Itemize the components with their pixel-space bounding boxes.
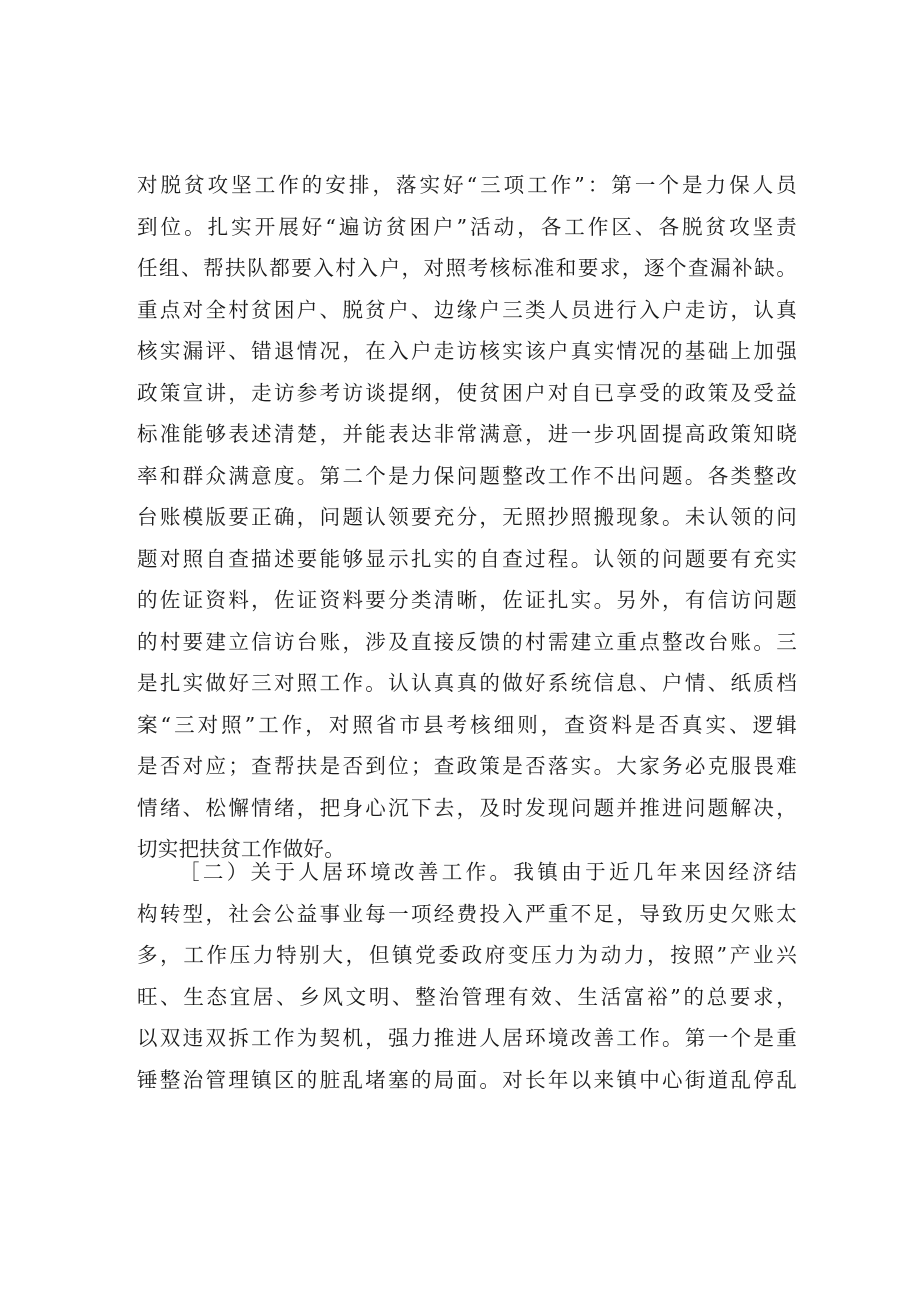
paragraph-line: 核实漏评、错退情况，在入户走访核实该户真实情况的基础上加强 (137, 339, 797, 363)
paragraph-line: 案“三对照”工作，对照省市县考核细则，查资料是否真实、逻辑 (137, 712, 797, 737)
paragraph-line: 以双违双拆工作为契机，强力推进人居环境改善工作。第一个是重 (137, 1026, 797, 1050)
paragraph-line: 重点对全村贫困户、脱贫户、边缘户三类人员进行入户走访，认真 (137, 297, 797, 322)
paragraph-line: 是否对应；查帮扶是否到位；查政策是否落实。大家务必克服畏难 (137, 754, 797, 778)
paragraph-line: 台账模版要正确，问题认领要充分，无照抄照搬现象。未认领的问 (137, 505, 797, 529)
paragraph-poverty-alleviation (137, 165, 797, 871)
paragraph-line: 到位。扎实开展好“遍访贫困户”活动，各工作区、各脱贫攻坚责 (137, 214, 797, 239)
paragraph-line: ［二）关于人居环境改善工作。我镇由于近几年来因经济结 (179, 860, 797, 884)
paragraph-line: 标准能够表述清楚，并能表达非常满意，进一步巩固提高政策知晓 (137, 422, 797, 446)
paragraph-line: 构转型，社会公益事业每一项经费投入严重不足，导致历史欠账太 (137, 901, 797, 926)
paragraph-line: 率和群众满意度。第二个是力保问题整改工作不出问题。各类整改 (137, 463, 797, 488)
paragraph-line: 的村要建立信访台账，涉及直接反馈的村需建立重点整改台账。三 (137, 629, 797, 654)
paragraph-line: 旺、生态宜居、乡风文明、整治管理有效、生活富裕”的总要求， (137, 984, 797, 1009)
paragraph-line: 的佐证资料，佐证资料要分类清晰，佐证扎实。另外，有信访问题 (137, 588, 797, 612)
paragraph-line: 任组、帮扶队都要入村入户，对照考核标准和要求，逐个查漏补缺。 (137, 256, 797, 280)
paragraph-line: 情绪、松懈情绪，把身心沉下去，及时发现问题并推进问题解决， (137, 795, 797, 820)
paragraph-line: 对脱贫攻坚工作的安排，落实好“三项工作”：第一个是力保人员 (137, 173, 797, 197)
paragraph-living-environment (137, 852, 797, 1101)
paragraph-line: 是扎实做好三对照工作。认认真真的做好系统信息、户情、纸质档 (137, 671, 797, 695)
paragraph-line: 切实把扶贫工作做好。 (137, 837, 345, 861)
paragraph-line: 政策宣讲，走访参考访谈提纲，使贫困户对自已享受的政策及受益 (137, 380, 797, 405)
paragraph-line: 多，工作压力特别大，但镇党委政府变压力为动力，按照”产业兴 (137, 943, 797, 967)
paragraph-line: 题对照自查描述要能够显示扎实的自查过程。认领的问题要有充实 (137, 546, 797, 571)
paragraph-line: 锤整治管理镇区的脏乱堵塞的局面。对长年以来镇中心街道乱停乱 (137, 1067, 797, 1092)
